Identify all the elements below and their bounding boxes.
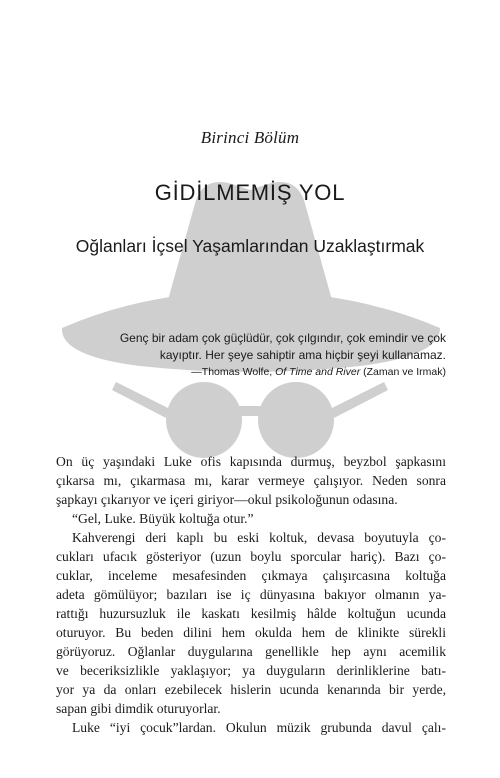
body-line: Luke “iyi çocuk”lardan. Okulun müzik grubunda davul çalı- xyxy=(72,720,446,735)
epigraph-translation: (Zaman ve Irmak) xyxy=(360,366,446,378)
epigraph-author: —Thomas Wolfe, xyxy=(191,366,276,378)
epigraph xyxy=(90,330,446,381)
epigraph-work-title: Of Time and River xyxy=(275,366,361,378)
chapter-title: GİDİLMEMİŞ YOL xyxy=(154,180,346,205)
body-line: “Gel, Luke. Büyük koltuğa otur.” xyxy=(72,511,254,526)
body-line: cuklar, inceleme mesafesinden çıkmaya çalışırcasına koltuğa xyxy=(56,568,446,583)
body-line: rattığı huzursuzluk ile kaskatı kesilmiş hâlde koltuğun ucunda xyxy=(56,606,446,621)
body-line: şapkayı çıkarıyor ve içeri giriyor—okul psikoloğunun odasına. xyxy=(56,492,398,507)
epigraph-line: kayıptır. Her şeye sahiptir ama hiçbir şeyi kullanamaz. xyxy=(159,348,446,362)
chapter-subtitle: Oğlanları İçsel Yaşamlarından Uzaklaştırmak xyxy=(75,236,425,256)
body-text xyxy=(56,452,446,737)
body-line: oturuyor. Bu beden dilini hem okulda hem de klinikte sürekli xyxy=(56,625,446,640)
body-line: sapan gibi dimdik oturuyorlar. xyxy=(56,701,221,716)
body-line: ve beceriksizlikle yaklaşıyor; ya duyguların derinliklerine batı- xyxy=(56,663,446,678)
chapter-label: Birinci Bölüm xyxy=(200,128,300,147)
body-line: görüyoruz. Oğlanlar duygularına genellikle hep aynı acemilik xyxy=(56,644,446,659)
body-line: yor ya da onları ezebilecek hislerin ucunda kenarında bir yerde, xyxy=(56,682,446,697)
epigraph-line: Genç bir adam çok güçlüdür, çok çılgındır, çok emindir ve çok xyxy=(119,331,446,345)
body-line: çıkarsa mı, çıkarmasa mı, karar vermeye çalışıyor. Neden sonra xyxy=(56,473,446,488)
body-line: cukları ufacık gösteriyor (uzun boylu sporcular hariç). Bazı ço- xyxy=(56,549,446,564)
body-line: adeta gömülüyor; bazıları ise iç dünyasına bakıyor olmanın ya- xyxy=(56,587,446,602)
body-line: On üç yaşındaki Luke ofis kapısında durmuş, beyzbol şapkasını xyxy=(56,454,446,469)
body-line: Kahverengi deri kaplı bu eski koltuk, devasa boyutuyla ço- xyxy=(72,530,446,545)
epigraph-attribution xyxy=(90,364,446,381)
